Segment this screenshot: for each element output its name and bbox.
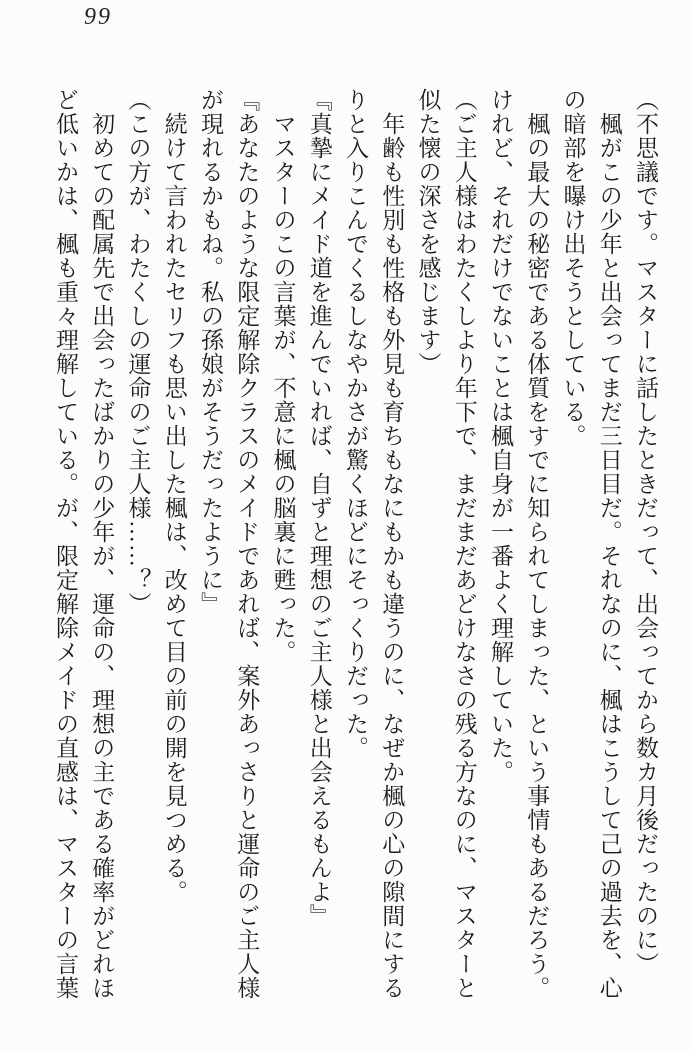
text-line: りと入りこんでくるしなやかさが驚くほどにそっくりだった。 xyxy=(343,88,368,760)
text-line: マスターのこの言葉が、不意に楓の脳裏に甦った。 xyxy=(270,88,296,664)
text-line: （この方が、わたくしの運命のご主人様……？） xyxy=(125,88,151,616)
text-line: 『あなたのような限定解除クラスのメイドであれば、案外あっさりと運命のご主人様 xyxy=(234,88,260,1000)
text-line: 『真摯にメイド道を進んでいれば、自ずと理想のご主人様と出会えるもんよ』 xyxy=(306,88,332,928)
text-line: けれど、それだけでないことは楓自身が一番よく理解していた。 xyxy=(488,88,513,784)
text-line: 楓の最大の秘密である体質をすでに知られてしまった、という事情もあるだろう。 xyxy=(524,88,550,1000)
text-line: 続けて言われたセリフも思い出した楓は、改めて目の前の開を見つめる。 xyxy=(161,88,187,904)
text-line: 初めての配属先で出会ったばかりの少年が、運命の、理想の主である確率がどれほ xyxy=(89,88,115,1000)
text-line: （不思議です。マスターに話したときだって、出会ってから数カ月後だったのに） xyxy=(633,88,658,976)
page-text-block xyxy=(47,88,663,1004)
text-line: 楓がこの少年と出会ってまだ三日目だ。それなのに、楓はこうして己の過去を、心 xyxy=(596,88,622,1000)
text-line: ど低いかは、楓も重々理解している。が、限定解除メイドの直感は、マスターの言葉 xyxy=(53,88,78,1000)
text-line: （ご主人様はわたくしより年下で、まだまだあどけなさの残る方なのに、マスターと xyxy=(451,88,477,1000)
page-number: 99 xyxy=(84,4,112,30)
text-line: の暗部を曝け出そうとしている。 xyxy=(560,88,586,448)
text-line: 似た懐の深さを感じます） xyxy=(415,88,441,376)
text-line: 年齢も性別も性格も外見も育ちもなにもかも違うのに、なぜか楓の心の隙間にする xyxy=(379,88,405,1000)
text-line: が現れるかもね。私の孫娘がそうだったように』 xyxy=(198,88,223,616)
